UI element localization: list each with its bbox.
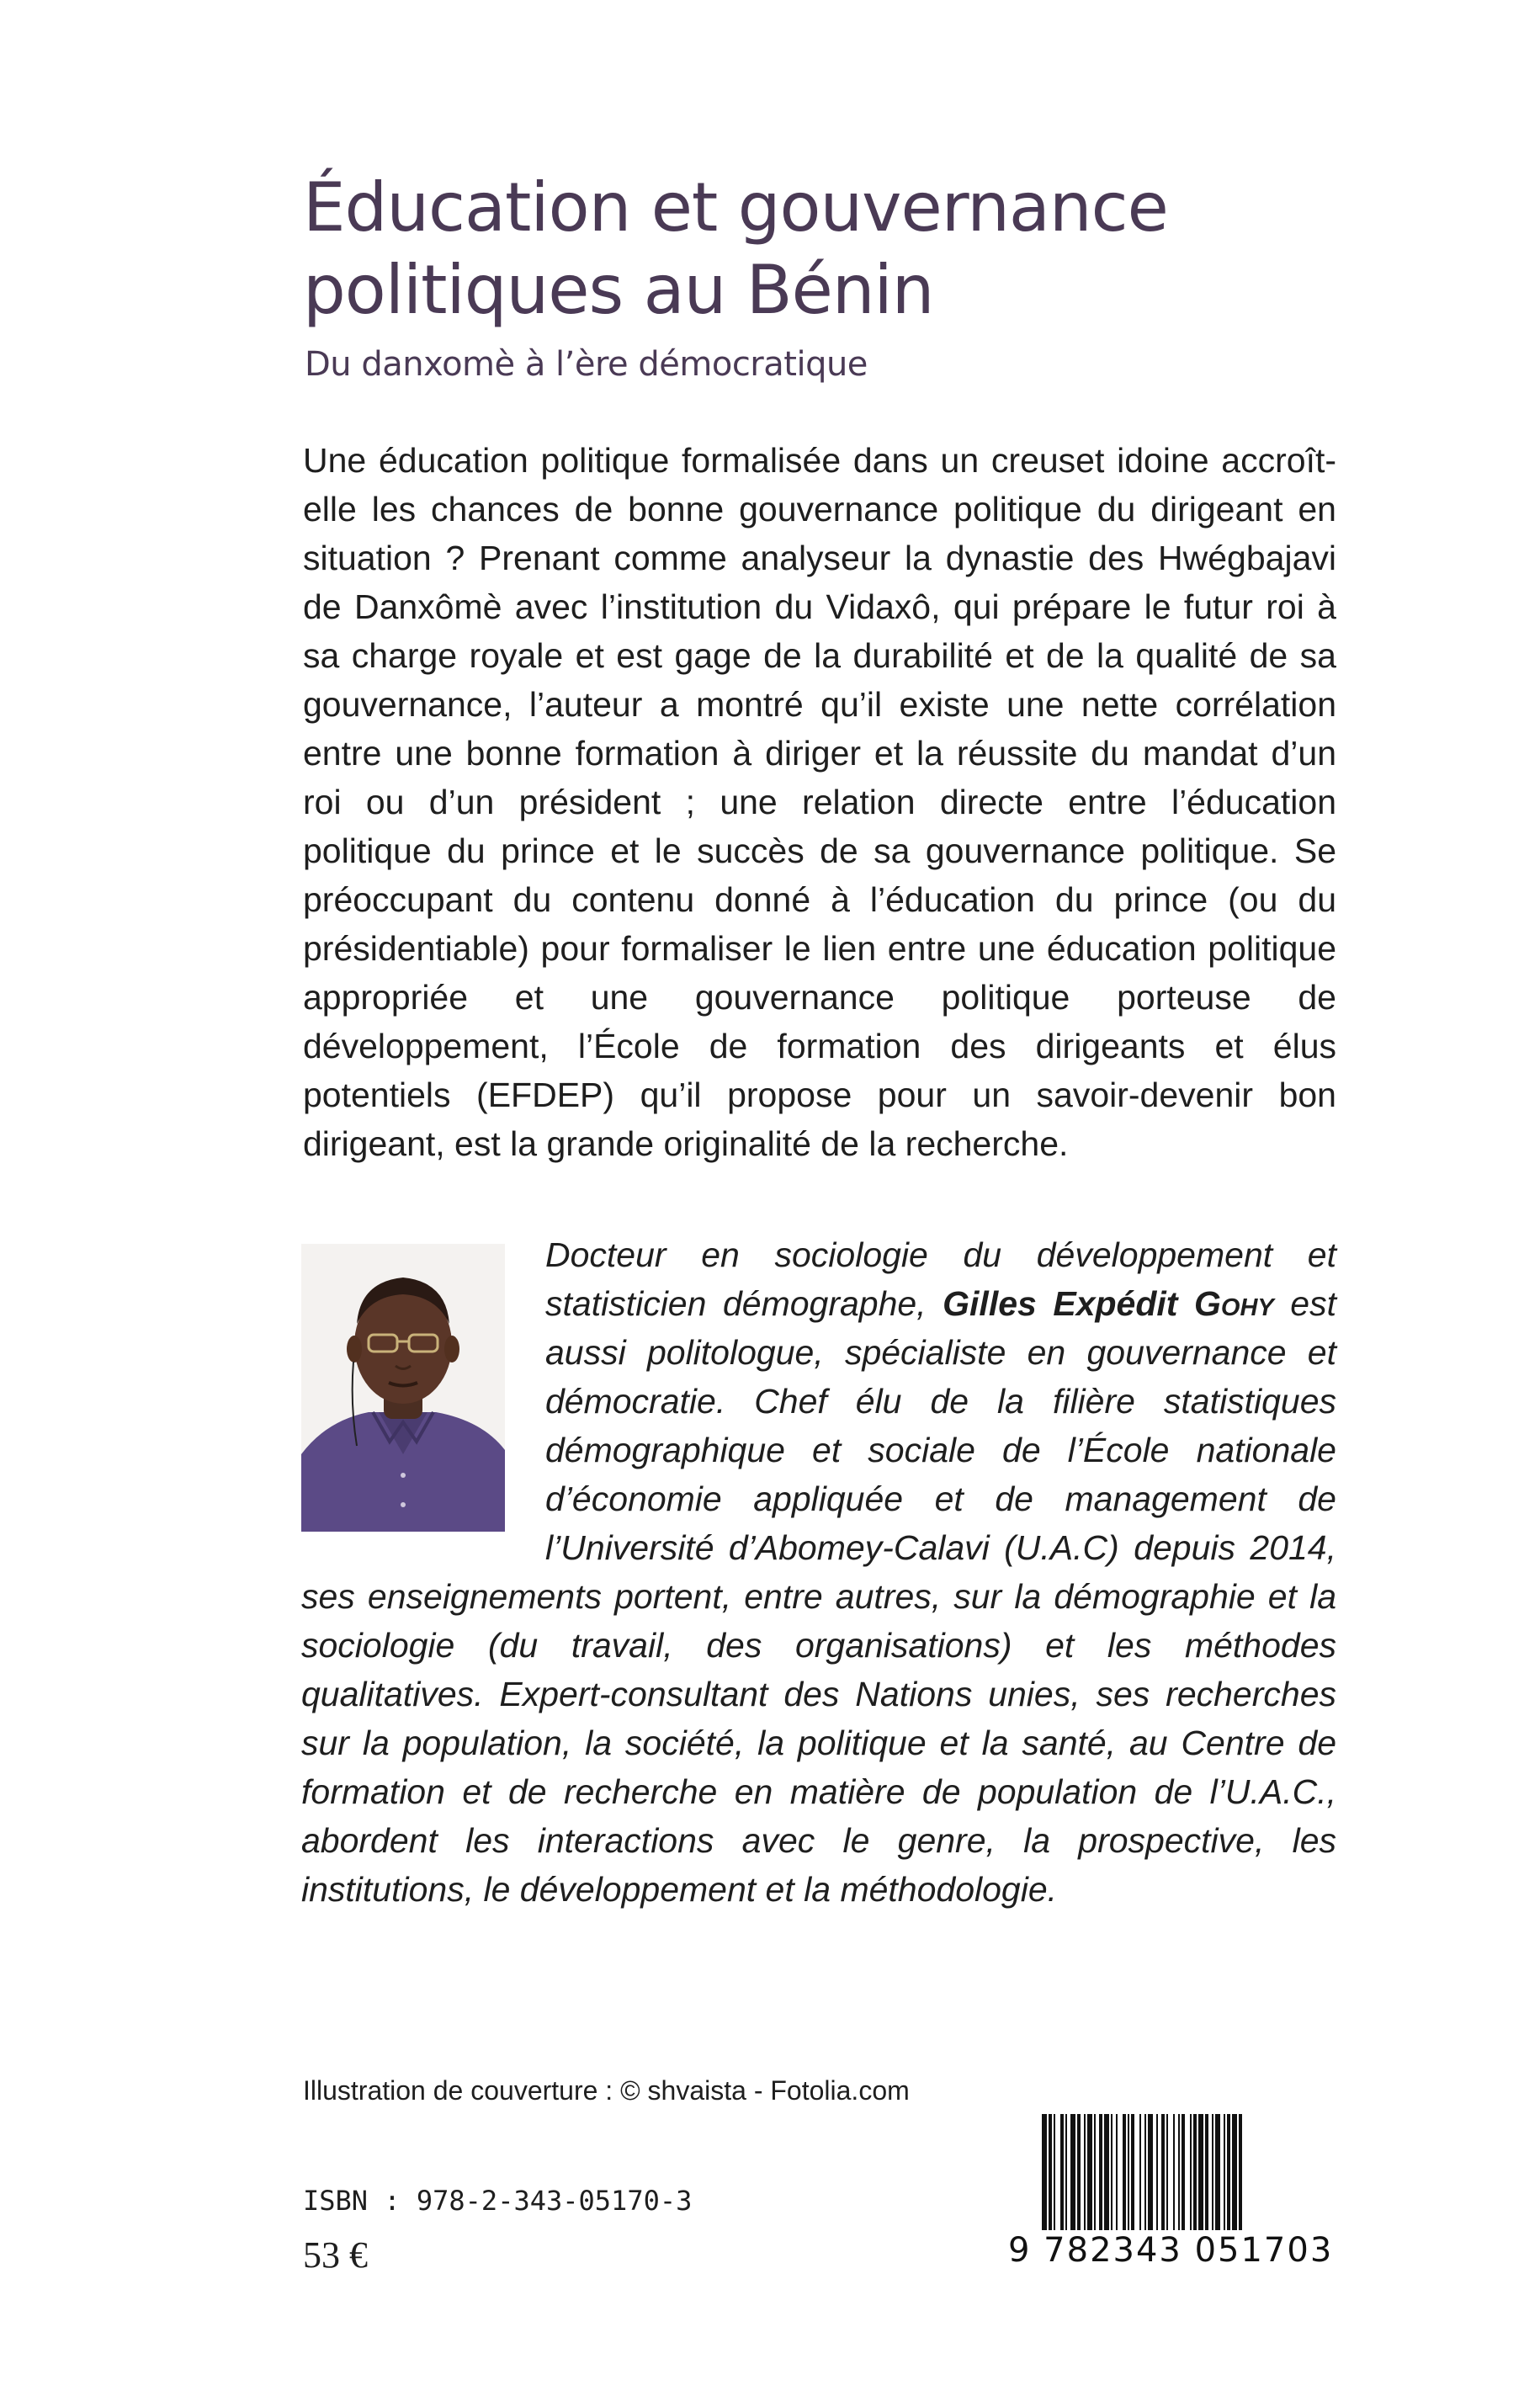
book-title-line-1: Éducation et gouvernance	[303, 168, 1168, 247]
author-first-name: Gilles Expédit	[943, 1284, 1195, 1323]
summary-paragraph: Une éducation politique formalisée dans un creuset idoine accroît-elle les chances de bonne gouvernance politique du dirigeant en situation ? Prenant comme analyseur la dynastie des Hwégbajavi de Danxômè avec l’institution du Vidaxô, qui prépare le futur roi à sa charge royale et est gage de la durabilité et de la qualité de sa gouvernance, l’auteur a montré qu’il existe une nette corrélation entre une bonne formation à diriger et la réussite du mandat d’un roi ou d’un président ; une relation directe entre l’éducation politique du prince et le succès de sa gouvernance politique. Se préoccupant du contenu donné à l’éducation du prince (ou du présidentiable) pour formaliser le lien entre une éducation politique appropriée et une gouvernance politique porteuse de développement, l’École de formation des dirigeants et élus potentiels (EFDEP) qu’il propose pour un savoir-devenir bon dirigeant, est la grande originalité de la recherche.	[303, 441, 1336, 1163]
book-subtitle: Du danxomè à l’ère démocratique	[305, 345, 868, 384]
author-last-name: Gohy	[1194, 1284, 1274, 1323]
isbn-label: ISBN : 978-2-343-05170-3	[303, 2185, 693, 2217]
price-label: 53 €	[303, 2234, 368, 2276]
book-title	[303, 167, 1279, 332]
book-summary	[303, 436, 1336, 1168]
photo-spacer	[301, 1230, 545, 1572]
bio-main-text: est aussi politologue, spécialiste en gouvernance et démocratie. Chef élu de la filière statistiques démographique et sociale de l’École nationale d’économie appliquée et de management de l’Université d’Abomey-Calavi (U.A.C) depuis 2014, ses enseignements portent, entre autres, sur la démographie et la sociologie (du travail, des organisations) et les méthodes qualitatives. Expert-consultant des Nations unies, ses recherches sur la population, la société, la politique et la santé, au Centre de formation et de recherche en matière de population de l’U.A.C., abordent les interactions avec le genre, la prospective, les institutions, le développement et la méthodologie.	[301, 1284, 1336, 1909]
barcode-digits: 9 782343 051703	[1008, 2230, 1338, 2271]
author-biography	[301, 1230, 1336, 1914]
bio-intro-text: Docteur en sociologie du développement et statisticien démographe,	[545, 1235, 1336, 1323]
cover-illustration-credit: Illustration de couverture : © shvaista - Fotolia.com	[303, 2075, 910, 2106]
book-title-line-2: politiques au Bénin	[303, 251, 934, 329]
